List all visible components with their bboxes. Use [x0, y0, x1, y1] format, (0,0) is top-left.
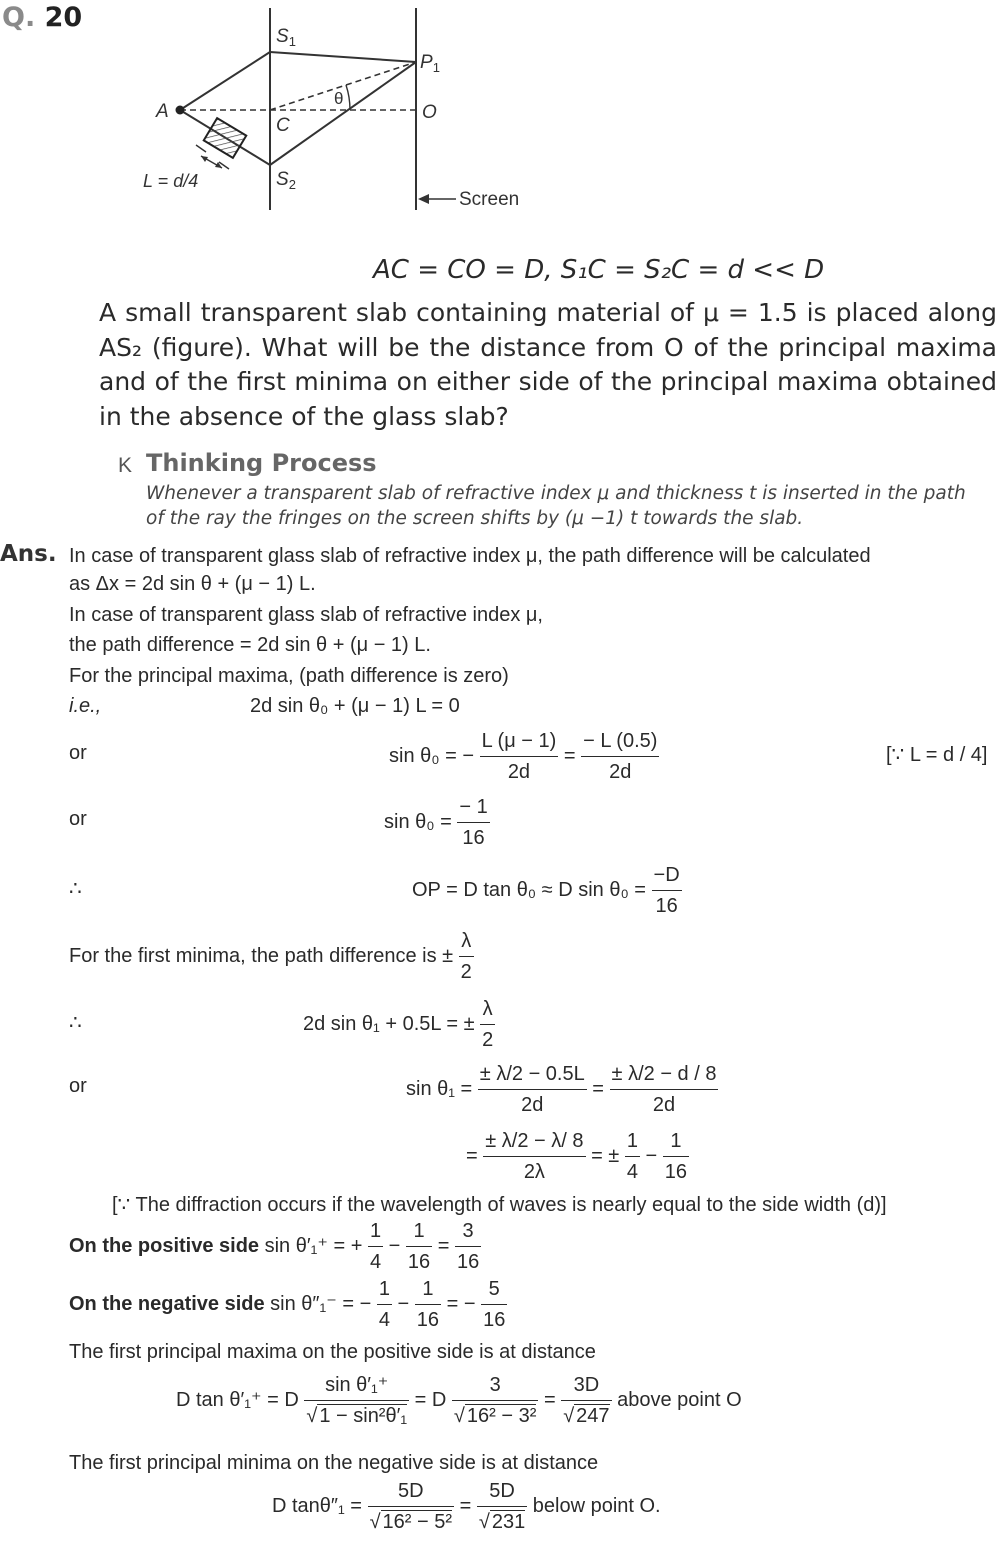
diffraction-note: [∵ The diffraction occurs if the wavelength of waves is nearly equal to the side width (d)] [112, 1194, 887, 1216]
answer-line-1: In case of transparent glass slab of refractive index μ, the path difference will be calculated [69, 545, 871, 567]
theta-arc [346, 85, 350, 110]
positive-side-equation: On the positive side sin θ′₁⁺ = + $\frac{1}{4}$ − $\frac{1}{16}$ = $\frac{3}{16}$ [69, 1216, 481, 1277]
fraction: $\frac{1}{16}$ [415, 1274, 441, 1335]
fraction: $\frac{1}{4}$ [377, 1274, 392, 1335]
thinking-process-text: Whenever a transparent slab of refractive index μ and thickness t is inserted in the path of the ray the fringes on the screen shifts by (μ −1) t towards the slab. [146, 483, 966, 529]
or-label: or [69, 742, 87, 764]
label-slab-length: L = d/4 [143, 171, 199, 191]
equation-sin-theta1-simplified: = $\frac{\pm \lambda/2 - \lambda/ 8}{2\lambda}$ = ± $\frac{1}{4}$ − $\frac{1}{16}$ [466, 1126, 689, 1187]
fraction: $\frac{\pm \lambda/2 - \lambda/ 8}{2\lambda}$ [483, 1126, 585, 1187]
glass-slab [204, 118, 247, 158]
question-text: A small transparent slab containing material of μ = 1.5 is placed along AS₂ (figure). What will be the distance from O of the principal maxima and of the first minima on either side of the principal maxima obtained in the absence of the glass slab? [99, 298, 997, 431]
answer-line-2: as Δx = 2d sin θ + (μ − 1) L. [69, 573, 316, 595]
ray-a-s1 [180, 52, 270, 110]
label-theta: θ [334, 89, 344, 108]
thinking-process-title: Thinking Process [146, 449, 377, 477]
fraction: $\frac{1}{4}$ [625, 1126, 640, 1187]
equation-first-minima: 2d sin θ₁ + 0.5L = ± $\frac{\lambda}{2}$ [303, 994, 495, 1055]
fraction: $\frac{5D}{\text{√ 16² − 5²}}$ [368, 1476, 454, 1537]
equation-sin-theta0: sin θ₀ = − $\frac{L (\mu - 1)}{2d}$ = $\frac{- L (0.5)}{2d}$ [389, 726, 659, 787]
fraction: $\frac{1}{16}$ [406, 1216, 432, 1277]
fraction: $\frac{1}{4}$ [368, 1216, 383, 1277]
negative-side-equation: On the negative side sin θ″₁⁻ = − $\frac{1}{4}$ − $\frac{1}{16}$ = − $\frac{5}{16}$ [69, 1274, 507, 1335]
or-label: or [69, 808, 87, 830]
first-minima-text: For the first minima, the path difference is ± $\frac{\lambda}{2}$ [69, 926, 474, 987]
label-o: O [422, 102, 437, 123]
fraction: $\frac{\pm \lambda/2 - d / 8}{2d}$ [610, 1059, 719, 1120]
given-conditions: AC = CO = D, S₁C = S₂C = d << D [373, 255, 825, 285]
ray-s2-p1 [270, 62, 416, 165]
question-number: Q. 20 [2, 2, 83, 33]
youngs-double-slit-figure [140, 0, 560, 225]
answer-label: Ans. [0, 541, 57, 567]
fraction: $\frac{\lambda}{2}$ [480, 994, 495, 1055]
fraction: $\frac{\pm \lambda/2 - 0.5L}{2d}$ [478, 1059, 587, 1120]
equation-path-zero: 2d sin θ₀ + (μ − 1) L = 0 [250, 695, 460, 717]
label-s2: $S_2$ [276, 169, 296, 192]
label-screen: Screen [459, 189, 520, 210]
maxima-text: The first principal maxima on the positive side is at distance [69, 1341, 596, 1363]
label-s1: $S_1$ [276, 26, 296, 49]
equation-sin-theta1: sin θ₁ = $\frac{\pm \lambda/2 - 0.5L}{2d}$ = $\frac{\pm \lambda/2 - d / 8}{2d}$ [406, 1059, 718, 1120]
fraction: $\frac{-D}{16}$ [652, 860, 682, 921]
ray-s1-p1 [270, 52, 416, 62]
label-a: A [156, 101, 169, 122]
or-label: or [69, 1075, 87, 1097]
fraction: $\frac{L (\mu - 1)}{2d}$ [480, 726, 559, 787]
source-point [176, 106, 185, 115]
thinking-process-marker: K [118, 454, 133, 477]
answer-line-5: For the principal maxima, (path difference is zero) [69, 665, 509, 687]
fraction: $\frac{\text{sin θ′₁⁺}}{\text{√ 1 − sin²θ′₁}}$ [304, 1370, 409, 1431]
minima-equation: D tanθ″₁ = $\frac{5D}{\text{√ 16² − 5²}}$ = $\frac{5D}{√ 231}$ below point O. [272, 1476, 661, 1537]
answer-line-3: In case of transparent glass slab of refractive index μ, [69, 604, 543, 626]
fraction: $\frac{5}{16}$ [481, 1274, 507, 1335]
fraction: $\frac{3D}{√ 247}$ [561, 1370, 611, 1431]
maxima-equation: D tan θ′₁⁺ = D $\frac{\text{sin θ′₁⁺}}{\text{√ 1 − sin²θ′₁}}$ = D $\frac{3}{\text{√ 16² − 3²}}$ = $\frac{3D}{√ 247}$ above point O [176, 1370, 742, 1431]
fraction: $\frac{5D}{√ 231}$ [477, 1476, 527, 1537]
therefore-symbol: ∴ [69, 1012, 82, 1034]
ie-label: i.e., [69, 695, 102, 717]
fraction: $\frac{\lambda}{2}$ [459, 926, 474, 987]
equation-sin-theta0-value: sin θ₀ = $\frac{- 1}{16}$ [384, 792, 490, 853]
fraction: $\frac{- 1}{16}$ [457, 792, 489, 853]
therefore-symbol: ∴ [69, 878, 82, 900]
condition-note: [∵ L = d / 4] [886, 744, 988, 766]
fraction: $\frac{- L (0.5)}{2d}$ [581, 726, 659, 787]
label-c: C [276, 115, 290, 136]
screen-arrow-icon [418, 194, 429, 204]
equation-op: OP = D tan θ₀ ≈ D sin θ₀ = $\frac{-D}{16}$ [412, 860, 682, 921]
fraction: $\frac{3}{16}$ [455, 1216, 481, 1277]
fraction: $\frac{3}{\text{√ 16² − 3²}}$ [452, 1370, 538, 1431]
label-p1: $P_1$ [420, 52, 440, 75]
fraction: $\frac{1}{16}$ [663, 1126, 689, 1187]
minima-text: The first principal minima on the negative side is at distance [69, 1452, 599, 1474]
answer-line-4: the path difference = 2d sin θ + (μ − 1) L. [69, 634, 431, 656]
